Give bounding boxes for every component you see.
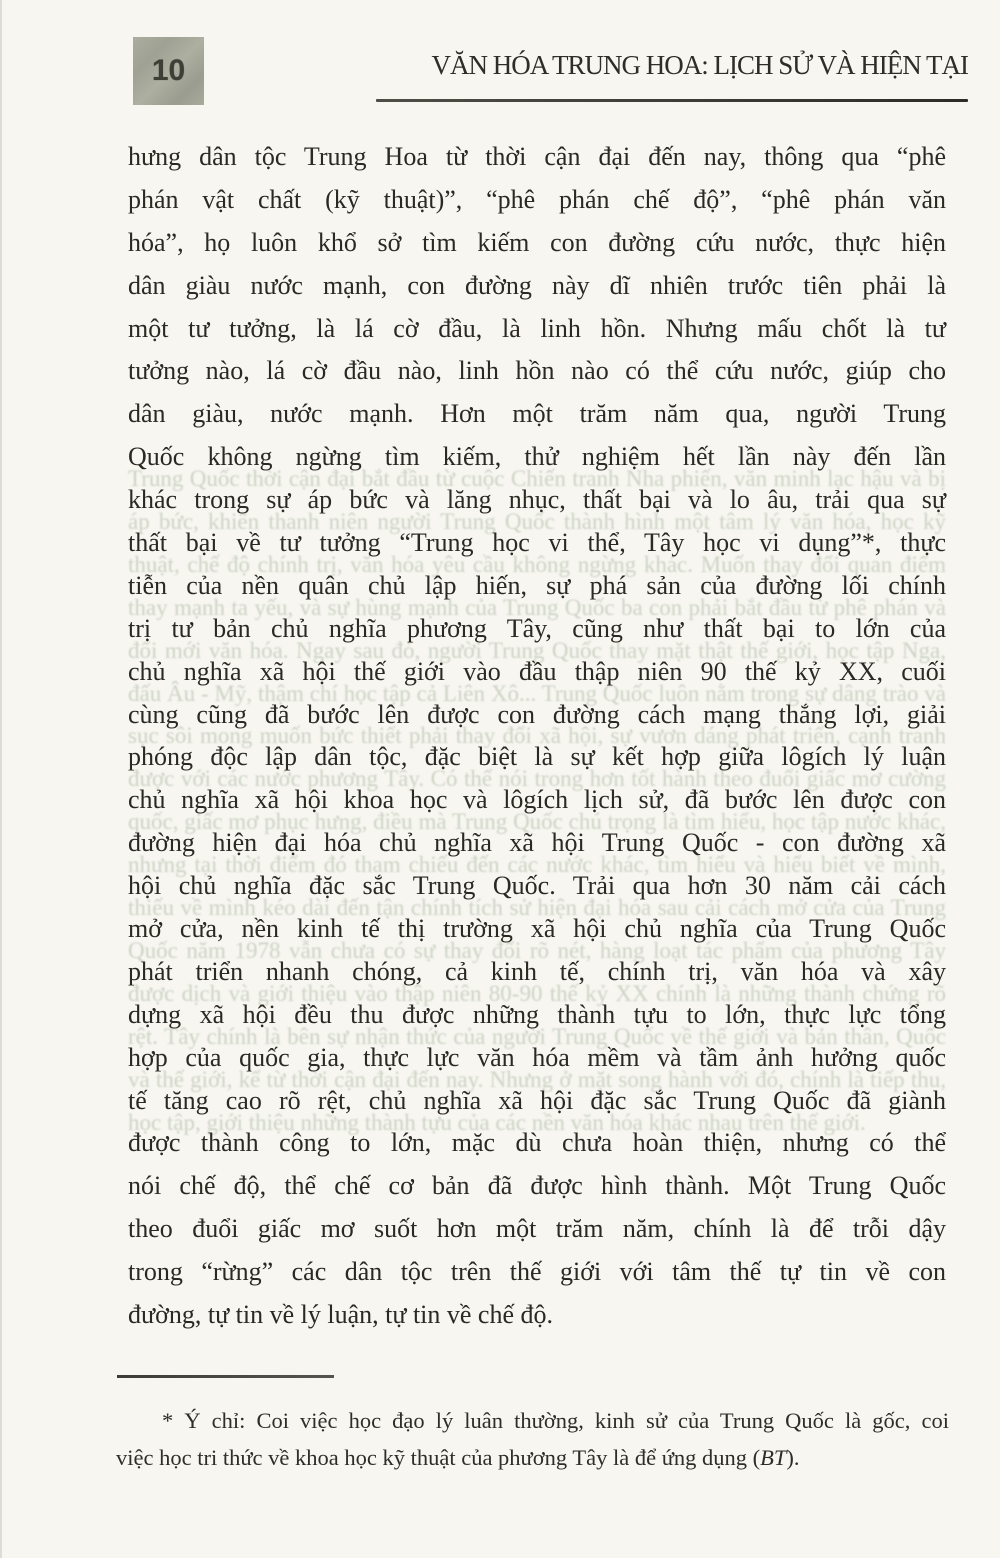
text-line: trong “rừng” các dân tộc trên thế giới với tâm thế tự tin về con [128, 1257, 946, 1287]
text-line: thất bại về tư tưởng “Trung học vi thể, Tây học vi dụng”*, thực [128, 528, 946, 558]
text-line: Quốc không ngừng tìm kiếm, thử nghiệm hết lần này đến lần [128, 442, 946, 472]
header-rule [376, 99, 968, 102]
bleed-through-text: Trung Quốc thời cận đại bắt đầu từ cuộc Chiến tranh Nha phiến, văn minh lạc hậu và bị áp bức, khiến thanh niên người Trung Quốc thành hình một tâm lý văn hóa, học kỹ thuật, chế độ chính trị, văn hóa yêu cầu không ngừng khác. Muốn thay đổi quan điểm thay mạnh ta yếu, và sự hùng mạnh của Trung Quốc ba con phải bắt đầu từ phê phán và đổi mới văn hóa. Ngay sau đó, người Trung Quốc thay mặt thật thế giới, học tập Nga, đấu Âu - Mỹ, thậm chí học tập cả Liên Xô... Trung Quốc luôn nằm trong sự dâng trào và sục sôi mong muốn bức thiết phải thay đổi xã hội, sự vươn dáng phát triển, cạnh tranh được với các nước phương Tây. Có thể nói trong hơn tốt hành theo đuổi giấc mơ cường quốc, giấc mơ phục hưng, điều mà Trung Quốc chú trọng là tìm hiểu, học tập nước khác, nhưng tại thời điểm đó tham chiếu đến các nước khác, tìm hiểu và hiểu biết về mình, thiếu về mình kéo dài đến tận chính tích sử hiện đại hóa sau cải cách mở cửa của Trung Quốc năm 1978 vẫn chưa có sự thay đổi rõ nét, hàng loạt tác phẩm của phương Tây được dịch và giới thiệu vào thập niên 80-90 thế kỷ XX chính là những thành chứng rõ rệt. Tây chính là bên sự nhận thức của người Trung Quốc về thế giới và bản thân, Quốc và thế giới, kể từ thời cận đại đến nay. Nhưng ở mặt song hành với đó, chính là tiếp thu, học tập, giới thiệu những thành tựu của các nền văn hóa khác nhau trên thế giới. [128, 466, 946, 1135]
text-line: hóa”, họ luôn khổ sở tìm kiếm con đường cứu nước, thực hiện [128, 227, 946, 257]
text-line: được thành công to lớn, mặc dù chưa hoàn thiện, nhưng có thể [128, 1128, 946, 1158]
text-line: khác trong sự áp bức và lăng nhục, thất bại và lo âu, trải qua sự [128, 485, 946, 515]
text-line: hưng dân tộc Trung Hoa từ thời cận đại đến nay, thông qua “phê [128, 142, 946, 171]
running-header-title: VĂN HÓA TRUNG HOA: LỊCH SỬ VÀ HIỆN TẠI [431, 50, 968, 80]
text-line: chủ nghĩa xã hội thế giới vào đầu thập niên 90 thế kỷ XX, cuối [128, 656, 946, 686]
text-line: chủ nghĩa xã hội khoa học và lôgích lịch sử, đã bước lên được con [128, 785, 946, 815]
text-line: dựng xã hội đều thu được những thành tựu to lớn, thực lực tổng [128, 999, 946, 1029]
footnote-line-2-text: việc học tri thức về khoa học kỹ thuật của phương Tây là để ứng dụng ( [116, 1445, 761, 1470]
page-number-badge: 10 [133, 37, 204, 105]
scan-edge-line [0, 0, 2, 1558]
text-line: trị tư bản chủ nghĩa phương Tây, cũng như thất bại to lớn của [128, 613, 946, 643]
text-line: một tư tưởng, là lá cờ đầu, là linh hồn. Nhưng mấu chốt là tư [128, 313, 946, 343]
footnote-editor-abbr: BT [760, 1445, 787, 1470]
text-line: hợp của quốc gia, thực lực văn hóa mềm và tầm ảnh hưởng quốc [128, 1042, 946, 1072]
footnote-line-1: * Ý chỉ: Coi việc học đạo lý luân thường, kinh sử của Trung Quốc là gốc, coi [162, 1408, 949, 1433]
text-line: phán vật chất (kỹ thuật)”, “phê phán chế độ”, “phê phán văn [128, 184, 946, 214]
text-line: theo đuổi giấc mơ suốt hơn một trăm năm, chính là để trỗi dậy [128, 1214, 946, 1244]
text-line: tiễn của nền quân chủ lập hiến, sự phá sản của đường lối chính [128, 570, 946, 600]
footnote [116, 1402, 949, 1476]
text-line: nói chế độ, thể chế cơ bản đã được hình thành. Một Trung Quốc [128, 1171, 946, 1201]
text-line: tưởng nào, lá cờ đầu nào, linh hồn nào có thể cứu nước, giúp cho [128, 356, 946, 386]
text-line: đường, tự tin về lý luận, tự tin về chế độ. [128, 1300, 554, 1330]
footnote-line-2-close: ). [786, 1445, 800, 1470]
text-line: dân giàu, nước mạnh. Hơn một trăm năm qua, người Trung [128, 399, 946, 429]
text-line: phát triển nhanh chóng, cả kinh tế, chính trị, văn hóa và xây [128, 956, 946, 986]
text-line: tế tăng cao rõ rệt, chủ nghĩa xã hội đặc sắc Trung Quốc đã giành [128, 1085, 946, 1115]
footnote-line-2 [116, 1439, 949, 1476]
text-line: đường hiện đại hóa chủ nghĩa xã hội Trung Quốc - con đường xã [128, 828, 946, 858]
text-line: hội chủ nghĩa đặc sắc Trung Quốc. Trải qua hơn 30 năm cải cách [128, 871, 946, 901]
text-line: dân giàu nước mạnh, con đường này dĩ nhiên trước tiên phải là [128, 270, 946, 300]
text-line: phóng độc lập dân tộc, đặc biệt là sự kết hợp giữa lôgích lý luận [128, 742, 946, 772]
text-line: cùng cũng đã bước lên được con đường cách mạng thắng lợi, giải [128, 699, 946, 729]
footnote-separator [117, 1375, 334, 1378]
body-text [128, 136, 946, 1337]
text-line: mở cửa, nền kinh tế thị trường xã hội chủ nghĩa của Trung Quốc [128, 914, 946, 944]
